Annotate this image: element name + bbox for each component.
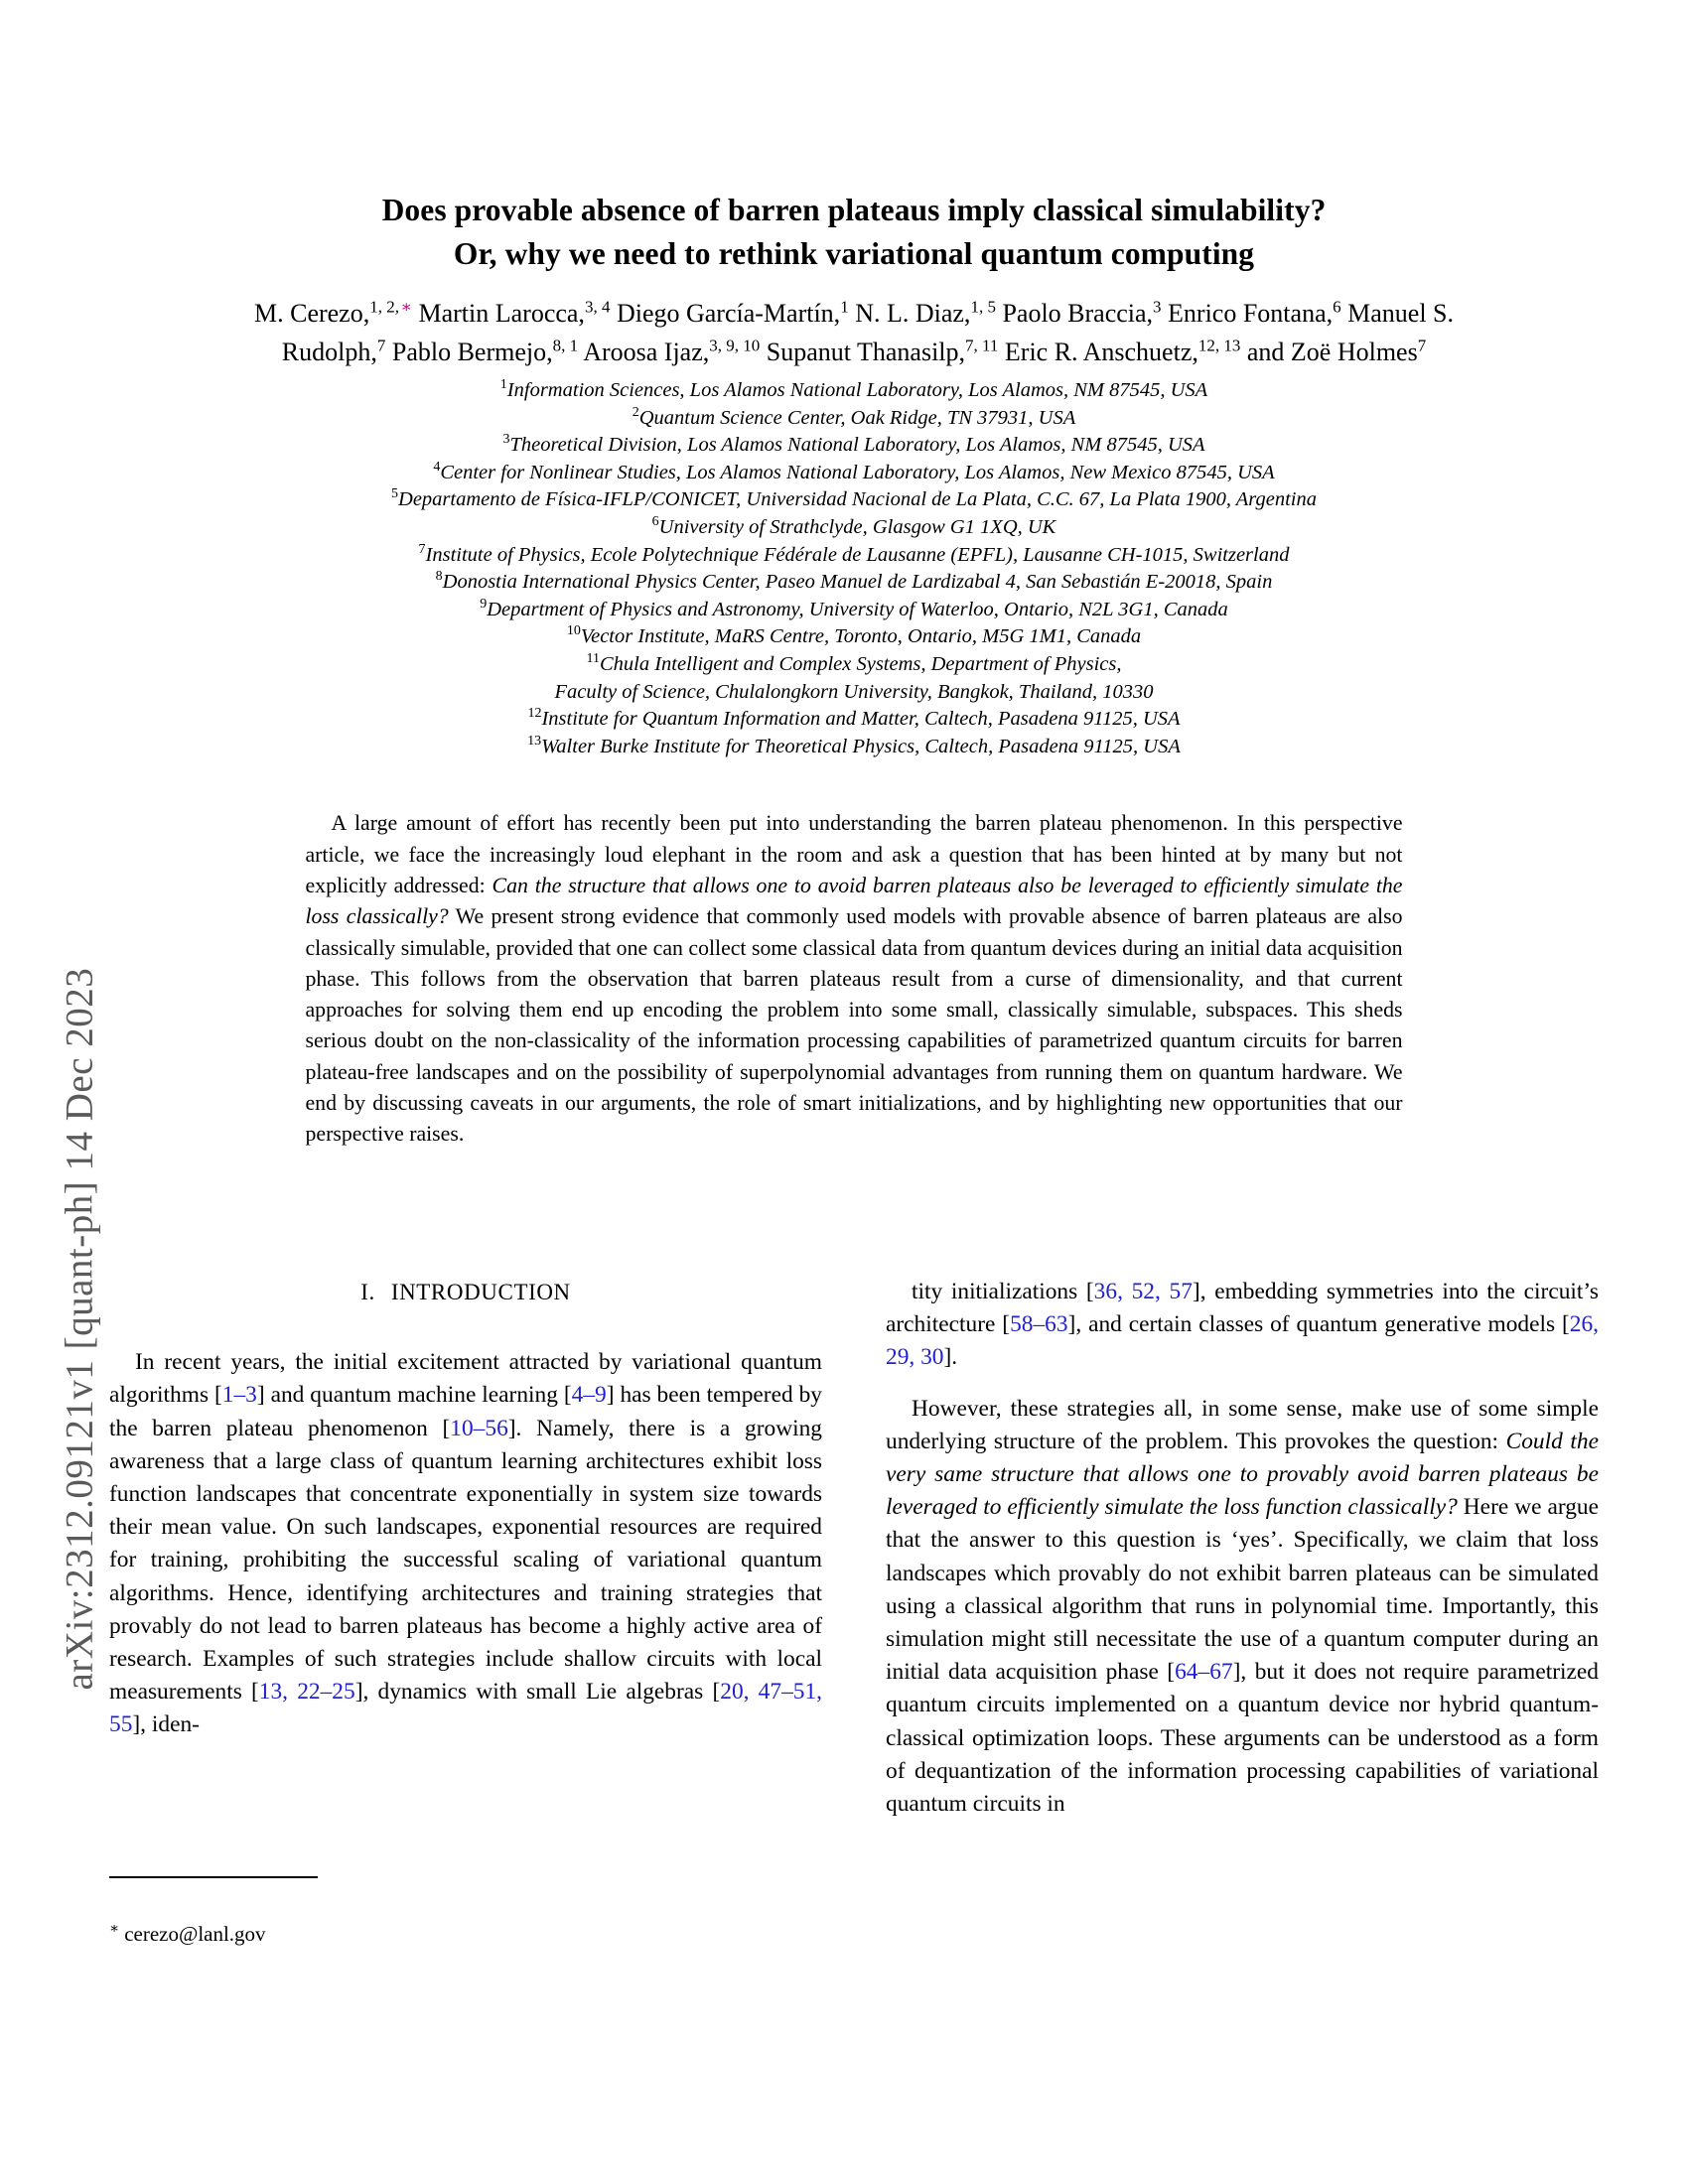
page-title bbox=[223, 0, 1484, 276]
abstract: A large amount of effort has recently been put into understanding the barren plateau phenomenon. In this perspective article, we face the increasingly loud elephant in the room and ask a question that has been hinted at by many but not explicitly addressed: Can the structure that allows one to avoid barren plateaus also be leveraged to efficiently simulate the loss classically? We present strong evidence that commonly used models with provable absence of barren plateaus are also classically simulable, provided that one can collect some classical data from quantum devices during an initial data acquisition phase. This follows from the observation that barren plateaus result from a curse of dimensionality, and that current approaches for solving them end up encoding the problem into some small, classically simulable, subspaces. This sheds serious doubt on the non-classicality of the information processing capabilities of parametrized quantum circuits for barren plateau-free landscapes and on the possibility of superpolynomial advantages from running them on quantum hardware. We end by discussing caveats in our arguments, the role of smart initializations, and by highlighting new opportunities that our perspective raises. bbox=[305, 811, 1403, 1147]
affiliation-text: Institute for Quantum Information and Matter, Caltech, Pasadena 91125, USA bbox=[541, 708, 1181, 731]
affiliation-line bbox=[189, 514, 1519, 542]
affiliation-line bbox=[189, 542, 1519, 570]
author-line-2: Rudolph,$^7$ Pablo Bermejo,$^{8, 1}$ Aroosa Ijaz,$^{3, 9, 10}$ Supanut Thanasilp,$^{7, 11}$ Eric R. Anschuetz,$^{12, 13}$ and Zoë Holmes$^7$ bbox=[281, 336, 1427, 366]
affiliation-number: 4 bbox=[433, 459, 441, 475]
affiliation-text: Quantum Science Center, Oak Ridge, TN 37931, USA bbox=[638, 406, 1076, 429]
affiliation-line bbox=[189, 432, 1519, 460]
affiliation-number: 5 bbox=[391, 486, 399, 502]
affiliation-number: 13 bbox=[527, 733, 542, 749]
title-line-2: Or, why we need to rethink variational quantum computing bbox=[453, 236, 1255, 271]
affiliation-line bbox=[189, 377, 1519, 405]
left-paragraph-1: In recent years, the initial excitement attracted by variational quantum algorithms [1–3] and quantum machine learning [4–9] has been tempered by the barren plateau phenomenon [10–56]. Namely, there is a growing awareness that a large class of quantum learning architectures exhibit loss function landscapes that concentrate exponentially in system size towards their mean value. On such landscapes, exponential resources are required for training, prohibiting the successful scaling of variational quantum algorithms. Hence, identifying architectures and training strategies that provably do not lead to barren plateaus has become a highly active area of research. Examples of such strategies include shallow circuits with local measurements [13, 22–25], dynamics with small Lie algebras [20, 47–51, 55], iden- bbox=[109, 1349, 823, 1738]
affiliation-text: Vector Institute, MaRS Centre, Toronto, Ontario, M5G 1M1, Canada bbox=[580, 625, 1142, 648]
section-heading bbox=[109, 1276, 822, 1308]
footnote-email[interactable]: cerezo@lanl.gov bbox=[124, 1922, 266, 1946]
affiliation-list bbox=[189, 377, 1519, 760]
arxiv-stamp bbox=[0, 0, 109, 2184]
author-list bbox=[209, 294, 1499, 371]
affiliation-line bbox=[189, 486, 1519, 514]
footnote-email-line bbox=[109, 1920, 822, 1948]
section-numeral: I. bbox=[360, 1280, 375, 1304]
affiliation-text: Information Sciences, Los Alamos National Laboratory, Los Alamos, NM 87545, USA bbox=[506, 379, 1208, 401]
affiliation-number: 7 bbox=[418, 541, 426, 557]
affiliation-line bbox=[189, 623, 1519, 651]
footnote-area bbox=[109, 1876, 822, 1948]
right-column bbox=[886, 1276, 1599, 1821]
affiliation-number: 8 bbox=[435, 569, 443, 585]
affiliation-text: Faculty of Science, Chulalongkorn University, Bangkok, Thailand, 10330 bbox=[554, 680, 1154, 703]
paper-page bbox=[109, 0, 1599, 2184]
section-title: INTRODUCTION bbox=[390, 1280, 571, 1304]
affiliation-text: University of Strathclyde, Glasgow G1 1XQ, UK bbox=[658, 515, 1056, 538]
affiliation-line bbox=[189, 651, 1519, 679]
affiliation-line bbox=[189, 597, 1519, 624]
left-column bbox=[109, 1276, 822, 1821]
affiliation-text: Donostia International Physics Center, Paseo Manuel de Lardizabal 4, San Sebastián E-20018, Spain bbox=[442, 571, 1273, 594]
affiliation-number: 12 bbox=[527, 706, 542, 722]
footnote-divider bbox=[109, 1876, 318, 1878]
affiliation-text: Chula Intelligent and Complex Systems, Department of Physics, bbox=[599, 652, 1122, 675]
affiliation-number: 1 bbox=[499, 377, 507, 393]
author-line-1: M. Cerezo,$^{1, 2,}$ ∗ Martin Larocca,$^{3, 4}$ Diego García-Martín,$^1$ N. L. Diaz,$^{1, 5}$ Paolo Braccia,$^3$ Enrico Fontana,$^6$ Manuel S. bbox=[253, 297, 1455, 328]
affiliation-line bbox=[189, 405, 1519, 433]
title-line-1: Does provable absence of barren plateaus imply classical simulability? bbox=[381, 193, 1327, 227]
affiliation-number: 6 bbox=[651, 514, 659, 530]
affiliation-text: Department of Physics and Astronomy, University of Waterloo, Ontario, N2L 3G1, Canada bbox=[487, 598, 1228, 620]
body-columns bbox=[109, 1276, 1599, 1821]
affiliation-text: Center for Nonlinear Studies, Los Alamos National Laboratory, Los Alamos, New Mexico 87545, USA bbox=[440, 461, 1275, 483]
affiliation-line bbox=[189, 734, 1519, 761]
affiliation-number: 3 bbox=[502, 432, 510, 448]
right-paragraph-2: However, these strategies all, in some sense, make use of some simple underlying structure of the problem. This provokes the question: Could the very same structure that allows one to provably avoid barren plateaus be leveraged to efficiently simulate the loss function classically? Here we argue that the answer to this question is ‘yes’. Specifically, we claim that loss landscapes which provably do not exhibit barren plateaus can be simulated using a classical algorithm that runs in polynomial time. Importantly, this simulation might still necessitate the use of a quantum computer during an initial data acquisition phase [64–67], but it does not require parametrized quantum circuits implemented on a quantum device nor hybrid quantum-classical optimization loops. These arguments can be understood as a form of dequantization of the information processing capabilities of variational quantum circuits in bbox=[886, 1395, 1600, 1818]
affiliation-number: 9 bbox=[480, 596, 488, 612]
affiliation-text: Departamento de Física-IFLP/CONICET, Universidad Nacional de La Plata, C.C. 67, La Plata 1900, Argentina bbox=[398, 488, 1317, 511]
arxiv-stamp-text: arXiv:2312.09121v1 [quant-ph] 14 Dec 2023 bbox=[58, 967, 101, 1691]
right-paragraph-1: tity initializations [36, 52, 57], embedding symmetries into the circuit’s architecture [58–63], and certain classes of quantum generative models [26, 29, 30]. bbox=[886, 1279, 1600, 1371]
affiliation-line bbox=[189, 460, 1519, 487]
affiliation-text: Theoretical Division, Los Alamos National Laboratory, Los Alamos, NM 87545, USA bbox=[509, 434, 1205, 457]
affiliation-line bbox=[189, 679, 1519, 707]
affiliation-text: Walter Burke Institute for Theoretical Physics, Caltech, Pasadena 91125, USA bbox=[541, 735, 1181, 757]
affiliation-text: Institute of Physics, Ecole Polytechnique Fédérale de Lausanne (EPFL), Lausanne CH-1015, Switzerland bbox=[425, 543, 1290, 566]
footnote-marker: ∗ bbox=[109, 1921, 120, 1937]
affiliation-number: 2 bbox=[632, 404, 639, 420]
affiliation-number: 10 bbox=[566, 623, 581, 639]
affiliation-line bbox=[189, 569, 1519, 597]
affiliation-number: 11 bbox=[586, 651, 600, 667]
affiliation-line bbox=[189, 706, 1519, 734]
